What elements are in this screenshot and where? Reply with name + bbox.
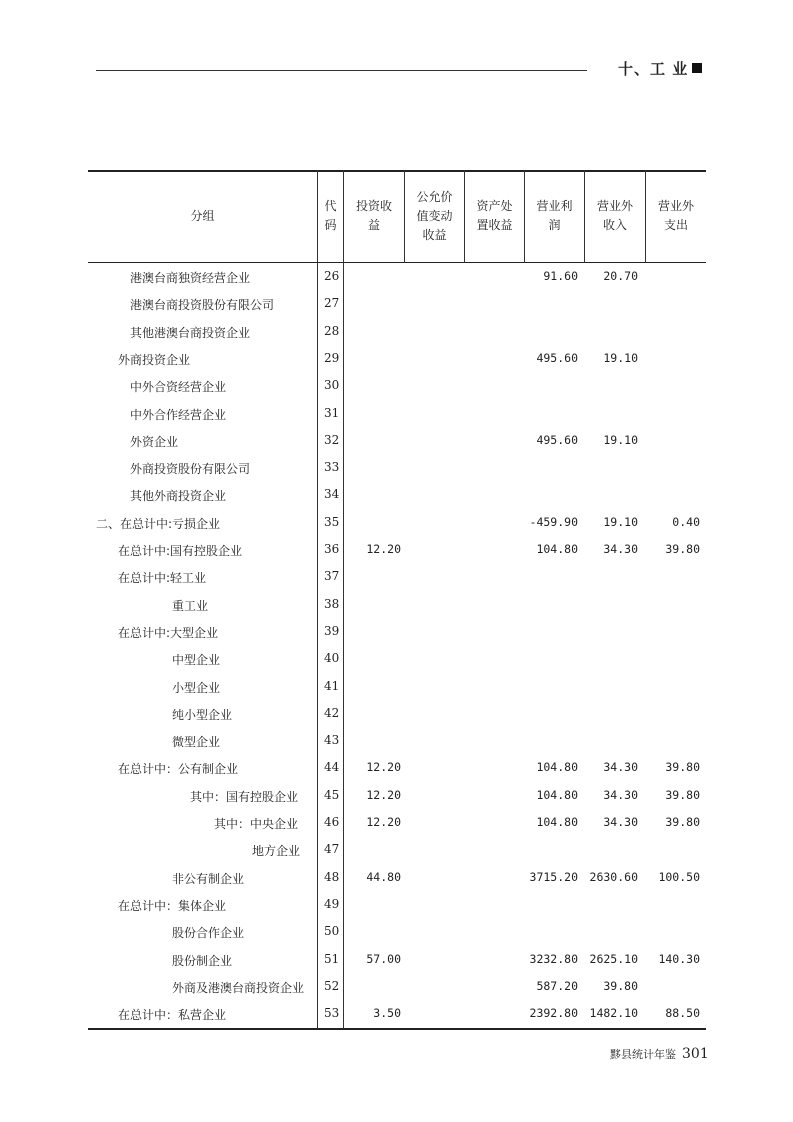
non-operating-expense-value: 0.40 xyxy=(672,514,700,529)
non-operating-income-value: 34.30 xyxy=(603,815,638,829)
operating-profit-value: 587.20 xyxy=(536,978,578,993)
row-label: 微型企业 xyxy=(172,735,221,750)
table-row xyxy=(88,673,706,700)
row-code: 37 xyxy=(324,569,340,584)
investment-income-value: 12.20 xyxy=(366,787,401,802)
table-row xyxy=(88,618,706,645)
page-number: 301 xyxy=(682,1046,709,1062)
non-operating-expense-value: 88.50 xyxy=(665,1006,700,1021)
non-operating-expense-value: 39.80 xyxy=(665,815,700,829)
table-row xyxy=(88,754,706,781)
row-label: 在总计中:大型企业 xyxy=(118,625,219,640)
investment-income-value: 12.20 xyxy=(366,760,401,775)
operating-profit-value: 495.60 xyxy=(536,432,578,447)
table-row xyxy=(88,727,706,754)
investment-income-value: 12.20 xyxy=(366,542,401,556)
row-label: 地方企业 xyxy=(252,844,301,859)
table-row xyxy=(88,536,706,563)
row-code: 30 xyxy=(324,378,340,393)
row-code: 34 xyxy=(324,487,340,502)
operating-profit-value: 104.80 xyxy=(536,760,578,775)
non-operating-expense-value: 39.80 xyxy=(665,760,700,775)
operating-profit-value: -459.90 xyxy=(529,514,578,529)
row-label: 在总计中：公有制企业 xyxy=(118,762,239,777)
table-row xyxy=(88,946,706,973)
row-code: 47 xyxy=(324,842,340,857)
non-operating-income-value: 19.10 xyxy=(603,514,638,529)
row-code: 50 xyxy=(324,924,340,939)
operating-profit-value: 2392.80 xyxy=(529,1006,578,1021)
header-asset-disposal: 资产处 置收益 xyxy=(476,199,513,232)
non-operating-income-value: 2625.10 xyxy=(589,951,638,966)
header-fair-value-change: 公允价 值变动 收益 xyxy=(416,189,453,242)
row-code: 43 xyxy=(324,733,340,748)
section-title: 十、工 业 xyxy=(618,58,702,79)
row-label: 其中：国有控股企业 xyxy=(190,789,299,804)
row-code: 49 xyxy=(324,896,340,911)
row-label: 中型企业 xyxy=(172,653,221,668)
operating-profit-value: 104.80 xyxy=(536,542,578,556)
non-operating-income-value: 19.10 xyxy=(603,350,638,365)
book-title: 黟县统计年鉴 xyxy=(610,1048,676,1061)
table-bottom-rule xyxy=(88,1028,706,1030)
row-label: 在总计中：集体企业 xyxy=(118,898,227,913)
row-code: 44 xyxy=(324,760,340,775)
operating-profit-value: 91.60 xyxy=(543,269,578,283)
row-label: 股份合作企业 xyxy=(172,926,245,941)
row-code: 32 xyxy=(324,432,340,447)
square-bullet-icon xyxy=(692,63,702,73)
header-investment-income: 投资收 益 xyxy=(355,199,392,232)
non-operating-income-value: 34.30 xyxy=(603,760,638,775)
row-label: 在总计中:轻工业 xyxy=(118,571,207,586)
header-code: 代 码 xyxy=(324,199,337,232)
table-row xyxy=(88,973,706,1000)
table-row xyxy=(88,700,706,727)
non-operating-expense-value: 39.80 xyxy=(665,787,700,802)
table-row xyxy=(88,891,706,918)
header-operating-profit: 营业利 润 xyxy=(536,199,573,232)
row-label: 在总计中：私营企业 xyxy=(118,1008,227,1023)
operating-profit-value: 3232.80 xyxy=(529,951,578,966)
table-row xyxy=(88,454,706,481)
table-row xyxy=(88,563,706,590)
row-label: 小型企业 xyxy=(172,680,221,695)
header-rule xyxy=(96,70,587,71)
row-code: 39 xyxy=(324,623,340,638)
table-row xyxy=(88,372,706,399)
row-code: 46 xyxy=(324,815,340,829)
non-operating-income-value: 20.70 xyxy=(603,269,638,283)
table-row xyxy=(88,809,706,836)
page-footer xyxy=(610,1046,709,1062)
row-label: 外商及港澳台商投资企业 xyxy=(172,980,305,995)
row-label: 非公有制企业 xyxy=(172,871,245,886)
row-code: 41 xyxy=(324,678,340,693)
row-code: 48 xyxy=(324,869,340,884)
table-row xyxy=(88,427,706,454)
investment-income-value: 57.00 xyxy=(366,951,401,966)
row-code: 52 xyxy=(324,978,340,993)
row-code: 40 xyxy=(324,651,340,666)
table-row xyxy=(88,481,706,508)
non-operating-income-value: 39.80 xyxy=(603,978,638,993)
header-non-operating-expense: 营业外 支出 xyxy=(657,199,694,232)
row-code: 38 xyxy=(324,596,340,611)
operating-profit-value: 104.80 xyxy=(536,787,578,802)
row-label: 外资企业 xyxy=(130,434,179,449)
non-operating-expense-value: 39.80 xyxy=(665,542,700,556)
row-label: 其他港澳台商投资企业 xyxy=(130,325,251,340)
table-row xyxy=(88,836,706,863)
non-operating-income-value: 34.30 xyxy=(603,542,638,556)
row-code: 33 xyxy=(324,460,340,475)
row-code: 42 xyxy=(324,705,340,720)
table-row xyxy=(88,1000,706,1027)
non-operating-income-value: 34.30 xyxy=(603,787,638,802)
table-row xyxy=(88,864,706,891)
table-row xyxy=(88,645,706,672)
row-label: 在总计中:国有控股企业 xyxy=(118,544,243,558)
table-row xyxy=(88,318,706,345)
row-code: 53 xyxy=(324,1006,340,1021)
row-label: 中外合资经营企业 xyxy=(130,380,227,395)
row-label: 其他外商投资企业 xyxy=(130,489,227,504)
table-row xyxy=(88,591,706,618)
table-row xyxy=(88,509,706,536)
operating-profit-value: 495.60 xyxy=(536,350,578,365)
non-operating-income-value: 19.10 xyxy=(603,432,638,447)
row-label: 港澳台商投资股份有限公司 xyxy=(130,298,275,313)
row-label: 重工业 xyxy=(172,598,209,613)
table-row xyxy=(88,263,706,290)
row-code: 28 xyxy=(324,323,340,338)
row-label: 港澳台商独资经营企业 xyxy=(130,271,251,285)
header-group: 分组 xyxy=(190,208,215,223)
row-code: 27 xyxy=(324,296,340,311)
investment-income-value: 12.20 xyxy=(366,815,401,829)
row-code: 45 xyxy=(324,787,340,802)
non-operating-income-value: 1482.10 xyxy=(589,1006,638,1021)
table-row xyxy=(88,290,706,317)
table-row xyxy=(88,782,706,809)
row-code: 51 xyxy=(324,951,340,966)
row-label: 外商投资企业 xyxy=(118,352,191,367)
row-label: 外商投资股份有限公司 xyxy=(130,462,251,477)
header-non-operating-income: 营业外 收入 xyxy=(596,199,633,232)
table-row xyxy=(88,918,706,945)
row-label: 中外合作经营企业 xyxy=(130,407,227,422)
row-label: 纯小型企业 xyxy=(172,707,233,722)
row-code: 31 xyxy=(324,405,340,420)
row-code: 26 xyxy=(324,269,340,283)
non-operating-expense-value: 100.50 xyxy=(658,869,700,884)
row-code: 29 xyxy=(324,350,340,365)
table-row xyxy=(88,400,706,427)
row-code: 35 xyxy=(324,514,340,529)
investment-income-value: 44.80 xyxy=(366,869,401,884)
non-operating-income-value: 2630.60 xyxy=(589,869,638,884)
table-row xyxy=(88,345,706,372)
operating-profit-value: 3715.20 xyxy=(529,869,578,884)
row-code: 36 xyxy=(324,542,340,556)
row-label: 二、在总计中:亏损企业 xyxy=(96,516,221,531)
operating-profit-value: 104.80 xyxy=(536,815,578,829)
row-label: 股份制企业 xyxy=(172,953,233,968)
row-label: 其中：中央企业 xyxy=(214,817,299,831)
investment-income-value: 3.50 xyxy=(373,1006,401,1021)
non-operating-expense-value: 140.30 xyxy=(658,951,700,966)
